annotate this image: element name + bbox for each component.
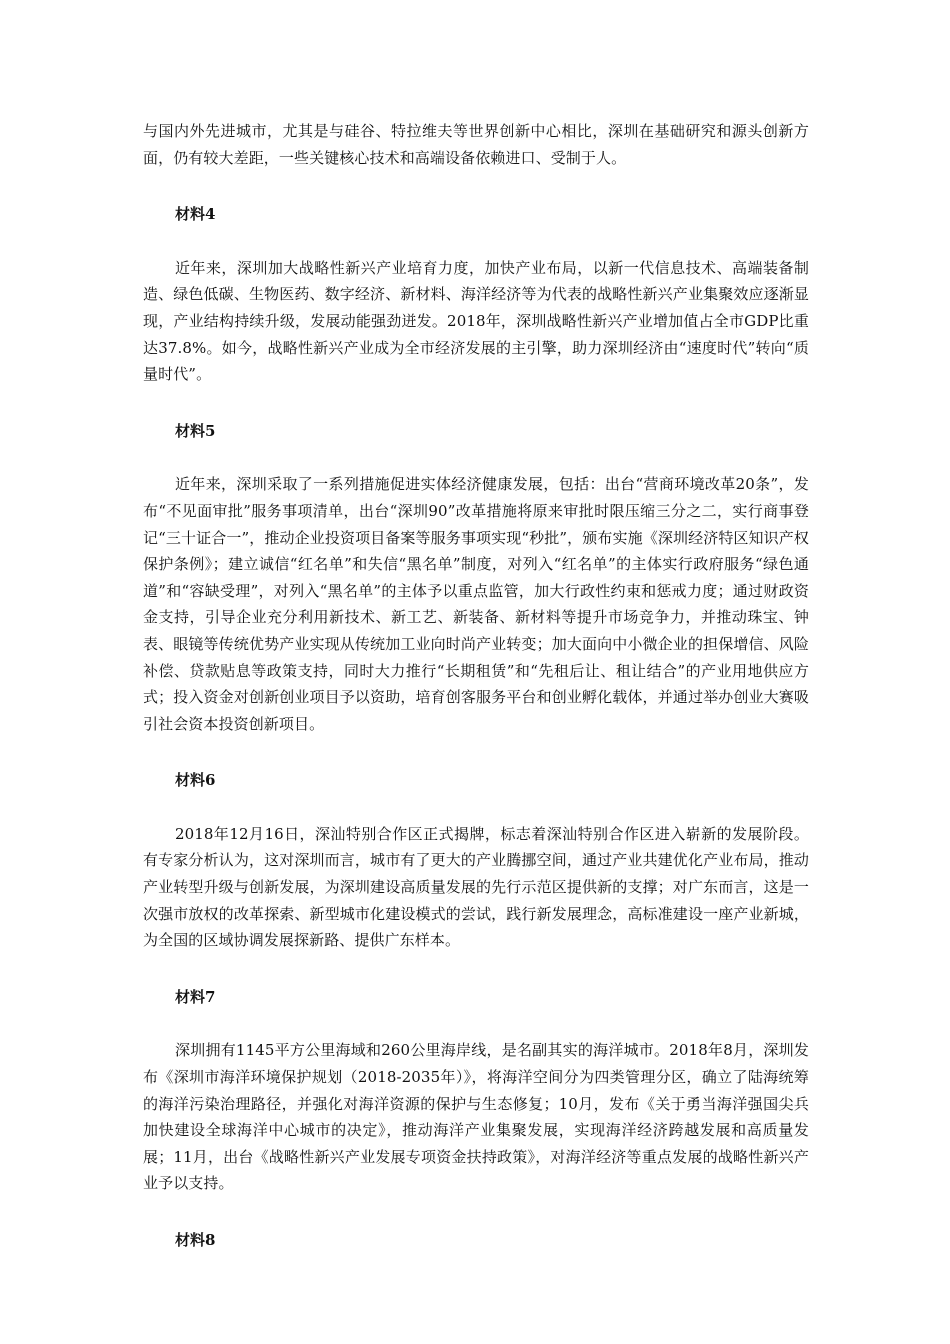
material-8-heading: 材料8 — [175, 1231, 216, 1249]
material-4-heading: 材料4 — [175, 205, 216, 224]
intro-paragraph: 与国内外先进城市，尤其是与硅谷、特拉维夫等世界创新中心相比，深圳在基础研究和源头创新方面，仍有较大差距，一些关键核心技术和高端设备依赖进口、受制于人。 — [143, 122, 809, 167]
document-page — [143, 118, 809, 1254]
material-7-paragraph: 深圳拥有1145平方公里海域和260公里海岸线，是名副其实的海洋城市。2018年8月，深圳发布《深圳市海洋环境保护规划（2018-2035年）》，将海洋空间分为四类管理分区，确立了陆海统筹的海洋污染治理路径，并强化对海洋资源的保护与生态修复；10月，发布《关于勇当海洋强国尖兵 加快建设全球海洋中心城市的决定》，推动海洋产业集聚发展，实现海洋经济跨越发展和高质量发展；11月，出台《战略性新兴产业发展专项资金扶持政策》，对海洋经济等重点发展的战略性新兴产业予以支持。 — [143, 1041, 809, 1193]
material-6-paragraph: 2018年12月16日，深汕特别合作区正式揭牌，标志着深汕特别合作区进入崭新的发展阶段。有专家分析认为，这对深圳而言，城市有了更大的产业腾挪空间，通过产业共建优化产业布局，推动产业转型升级与创新发展，为深圳建设高质量发展的先行示范区提供新的支撑；对广东而言，这是一次强市放权的改革探索、新型城市化建设模式的尝试，践行新发展理念，高标准建设一座产业新城，为全国的区域协调发展探新路、提供广东样本。 — [143, 824, 809, 950]
material-7-heading: 材料7 — [175, 987, 216, 1006]
material-5-heading: 材料5 — [175, 421, 216, 440]
material-4-paragraph: 近年来，深圳加大战略性新兴产业培育力度，加快产业布局，以新一代信息技术、高端装备制造、绿色低碳、生物医药、数字经济、新材料、海洋经济等为代表的战略性新兴产业集聚效应逐渐显现，产业结构持续升级，发展动能强劲迸发。2018年，深圳战略性新兴产业增加值占全市GDP比重达37.8%。如今，战略性新兴产业成为全市经济发展的主引擎，助力深圳经济由“速度时代”转向“质量时代”。 — [143, 258, 809, 384]
material-6-heading: 材料6 — [175, 771, 216, 790]
material-5-paragraph: 近年来，深圳采取了一系列措施促进实体经济健康发展，包括：出台“营商环境改革20条”，发布“不见面审批”服务事项清单，出台“深圳90”改革措施将原来审批时限压缩三分之二，实行商事登记“三十证合一”，推动企业投资项目备案等服务事项实现“秒批”，颁布实施《深圳经济特区知识产权保护条例》；建立诚信“红名单”和失信“黑名单”制度，对列入“红名单”的主体实行政府服务“绿色通道”和“容缺受理”，对列入“黑名单”的主体予以重点监管，加大行政性约束和惩戒力度；通过财政资金支持，引导企业充分利用新技术、新工艺、新装备、新材料等提升市场竞争力，并推动珠宝、钟表、眼镜等传统优势产业实现从传统加工业向时尚产业转变；加大面向中小微企业的担保增信、风险补偿、贷款贴息等政策支持，同时大力推行“长期租赁”和“先租后让、租让结合”的产业用地供应方式；投入资金对创新创业项目予以资助，培育创客服务平台和创业孵化载体，并通过举办创业大赛吸引社会资本投资创新项目。 — [143, 475, 809, 733]
